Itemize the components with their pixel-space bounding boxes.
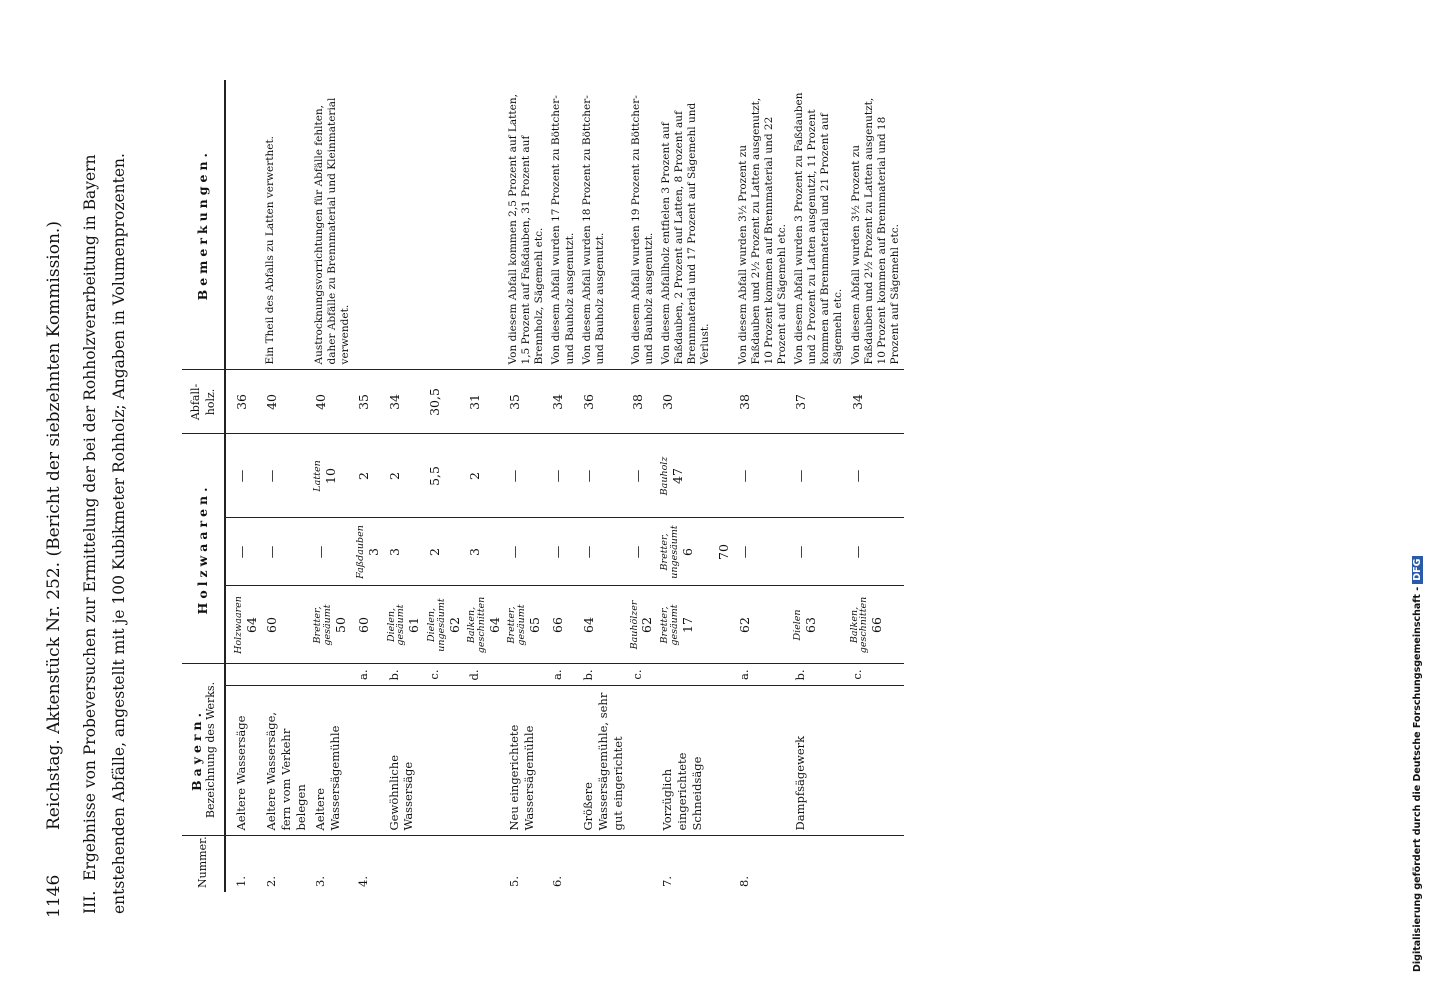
cell-holzwaaren-3 xyxy=(425,434,465,518)
cell-bemerkung: Austrocknungsvorrichtungen für Abfälle fehlten, daher Abfälle zu Brennmaterial und Kleinmaterial verwendet. xyxy=(311,80,354,370)
product-value: 64 xyxy=(580,617,596,633)
cell-abfallholz: 38 xyxy=(735,370,792,434)
cell-bemerkung xyxy=(385,80,425,370)
product-value: 5,5 xyxy=(426,466,442,486)
product-value: — xyxy=(736,469,752,483)
cell-sub-letter xyxy=(225,664,262,686)
product-label: Bauhölzer xyxy=(628,600,640,650)
cell-holzwaaren-1 xyxy=(735,586,792,664)
table-row xyxy=(225,80,262,892)
cell-abfallholz: 31 xyxy=(465,370,505,434)
cell-abfallholz: 30,5 xyxy=(425,370,465,434)
cell-abfallholz: 30 xyxy=(658,370,715,434)
waste-table xyxy=(182,80,904,892)
cell-bemerkung: Von diesem Abfall wurden 18 Prozent zu Böttcher- und Bauholz ausgenutzt. xyxy=(579,80,628,370)
cell-bemerkung xyxy=(354,80,384,370)
product-value: 62 xyxy=(446,617,462,633)
product-value: — xyxy=(736,545,752,559)
cell-row-number xyxy=(425,836,465,892)
cell-holzwaaren-1 xyxy=(311,586,354,664)
product-value: — xyxy=(264,545,280,559)
cell-row-number xyxy=(848,836,905,892)
product-value: 3 xyxy=(466,548,482,556)
cell-holzwaaren-1 xyxy=(225,586,262,664)
cell-werk-name: Gewöhnliche Wassersäge xyxy=(385,686,425,836)
product-value: — xyxy=(264,469,280,483)
cell-row-number: 7. xyxy=(659,876,674,887)
table-row xyxy=(465,80,505,892)
cell-abfallholz: 40 xyxy=(311,370,354,434)
cell-holzwaaren-1 xyxy=(628,586,658,664)
cell-werk-name xyxy=(628,686,658,836)
cell-holzwaaren-1 xyxy=(425,586,465,664)
cell-bemerkung xyxy=(225,80,262,370)
product-value: — xyxy=(312,545,328,559)
cell-holzwaaren-2 xyxy=(848,518,905,586)
cell-row-number: 2. xyxy=(264,876,279,887)
cell-werk-name: Aeltere Wassersäge xyxy=(225,686,262,836)
cell-holzwaaren-2 xyxy=(225,518,262,586)
cell-row-number xyxy=(714,836,734,892)
page-number: 1146 xyxy=(44,874,64,918)
cell-bemerkung: Von diesem Abfallholz entfielen 3 Prozent auf Faßdauben, 2 Prozent auf Latten, 8 Prozent auf Brennmaterial und 17 Prozent auf Sägemehl und Verlust. xyxy=(658,80,715,370)
product-label: Bauholz xyxy=(658,456,670,496)
product-value: 6 xyxy=(679,548,695,556)
product-value: 63 xyxy=(802,617,818,633)
cell-row-number xyxy=(628,836,658,892)
col-header-holzwaaren: Holzwaaren. xyxy=(182,434,225,664)
product-value: 62 xyxy=(736,617,752,633)
cell-row-number xyxy=(579,836,628,892)
cell-holzwaaren-2 xyxy=(735,518,792,586)
cell-row-number: 1. xyxy=(233,876,248,887)
cell-abfallholz: 40 xyxy=(262,370,311,434)
digitization-credit: Digitalisierung gefördert durch die Deutsche Forschungsgemeinschaft -DFG xyxy=(1412,556,1423,972)
cell-werk-name xyxy=(548,686,578,836)
cell-holzwaaren-1 xyxy=(505,586,548,664)
table-row xyxy=(354,80,384,892)
cell-holzwaaren-1 xyxy=(714,586,734,664)
cell-werk-name: Neu eingerichtete Wassersägemühle xyxy=(505,686,548,836)
cell-holzwaaren-1 xyxy=(548,586,578,664)
table-row xyxy=(425,80,465,892)
product-value: 65 xyxy=(527,617,542,633)
cell-holzwaaren-3 xyxy=(579,434,628,518)
cell-holzwaaren-1 xyxy=(791,586,848,664)
cell-werk-name xyxy=(425,686,465,836)
cell-holzwaaren-2 xyxy=(628,518,658,586)
cell-bemerkung: Von diesem Abfall wurden 3½ Prozent zu Faßdauben und 2½ Prozent zu Latten ausgenutzt, 10 Prozent kommen auf Brennmaterial und 22 Prozent auf Sägemehl etc. xyxy=(735,80,792,370)
product-label: Balken, geschnitten xyxy=(848,596,870,654)
cell-abfallholz: 36 xyxy=(225,370,262,434)
section-title-text: Ergebnisse von Probeversuchen zur Ermittelung der bei der Rohholzverarbeitung in Bayern entstehenden Abfälle, angestellt mit je 100 Kubikmeter Rohholz; Angaben in Volumenprozenten. xyxy=(81,153,128,914)
product-value: 50 xyxy=(332,617,348,633)
col-header-nummer: Nummer. xyxy=(182,836,225,892)
product-value: 3 xyxy=(366,548,382,556)
table-row xyxy=(311,80,354,892)
product-value: 64 xyxy=(486,617,502,633)
table-row xyxy=(658,80,715,892)
product-value: — xyxy=(793,545,808,559)
section-title xyxy=(76,84,134,914)
col-header-bemerkungen: Bemerkungen. xyxy=(182,80,225,370)
cell-bemerkung: Ein Theil des Abfalls zu Latten verwerthet. xyxy=(262,80,311,370)
product-value: 60 xyxy=(264,617,280,633)
cell-abfallholz: 38 xyxy=(628,370,658,434)
cell-holzwaaren-3 xyxy=(548,434,578,518)
product-value: 17 xyxy=(679,617,695,633)
product-value: 70 xyxy=(716,544,732,560)
cell-holzwaaren-1 xyxy=(465,586,505,664)
cell-holzwaaren-3 xyxy=(505,434,548,518)
cell-werk-name: Vorzüglich eingerichtete Schneidsäge xyxy=(658,686,715,836)
table-row xyxy=(791,80,848,892)
product-value: 2 xyxy=(386,472,402,480)
cell-abfallholz: 36 xyxy=(579,370,628,434)
cell-abfallholz: 35 xyxy=(354,370,384,434)
cell-werk-name xyxy=(465,686,505,836)
cell-holzwaaren-3 xyxy=(714,434,734,518)
product-label: Faßdauben xyxy=(355,525,367,579)
product-value: 61 xyxy=(406,617,422,633)
cell-werk-name xyxy=(714,686,734,836)
cell-holzwaaren-3 xyxy=(628,434,658,518)
product-value: 64 xyxy=(243,617,259,633)
product-value: — xyxy=(849,469,865,483)
table-row xyxy=(385,80,425,892)
col-header-bayern: Bayern. xyxy=(188,709,204,791)
product-value: 2 xyxy=(356,472,372,480)
cell-bemerkung: Von diesem Abfall wurden 17 Prozent zu Böttcher- und Bauholz ausgenutzt. xyxy=(548,80,578,370)
section-numeral: III. xyxy=(81,890,99,914)
cell-sub-letter xyxy=(311,664,354,686)
cell-sub-letter xyxy=(658,664,715,686)
cell-holzwaaren-2 xyxy=(262,518,311,586)
product-value: — xyxy=(849,545,865,559)
table-row xyxy=(548,80,578,892)
product-value: 2 xyxy=(466,472,482,480)
cell-sub-letter: b. xyxy=(791,664,848,686)
cell-werk-name xyxy=(354,686,384,836)
cell-sub-letter xyxy=(505,664,548,686)
cell-holzwaaren-2 xyxy=(311,518,354,586)
cell-sub-letter xyxy=(262,664,311,686)
cell-holzwaaren-3 xyxy=(225,434,262,518)
dfg-logo-icon: DFG xyxy=(1412,556,1423,584)
cell-sub-letter: c. xyxy=(425,664,465,686)
cell-row-number: 5. xyxy=(507,876,522,887)
cell-holzwaaren-2 xyxy=(714,518,734,586)
product-value: — xyxy=(629,469,645,483)
cell-holzwaaren-2 xyxy=(425,518,465,586)
product-value: 47 xyxy=(669,468,685,484)
cell-holzwaaren-1 xyxy=(262,586,311,664)
cell-abfallholz xyxy=(714,370,734,434)
product-value: — xyxy=(507,545,523,559)
product-value: 66 xyxy=(869,617,885,633)
table-row xyxy=(505,80,548,892)
cell-abfallholz: 34 xyxy=(848,370,905,434)
cell-holzwaaren-1 xyxy=(354,586,384,664)
product-value: — xyxy=(793,469,808,483)
product-label: Holzwaaren xyxy=(232,596,244,654)
cell-holzwaaren-3 xyxy=(465,434,505,518)
cell-bemerkung xyxy=(425,80,465,370)
cell-row-number: 8. xyxy=(736,876,751,887)
cell-holzwaaren-1 xyxy=(848,586,905,664)
product-value: — xyxy=(550,469,566,483)
product-value: — xyxy=(550,545,566,559)
cell-row-number: 6. xyxy=(550,876,565,887)
table-row xyxy=(714,80,734,892)
cell-abfallholz: 34 xyxy=(385,370,425,434)
cell-holzwaaren-2 xyxy=(658,518,715,586)
cell-bemerkung: Von diesem Abfall wurden 3½ Prozent zu Faßdauben und 2½ Prozent zu Latten ausgenutzt, 10 Prozent kommen auf Brennmaterial und 18 Prozent auf Sägemehl etc. xyxy=(848,80,905,370)
cell-werk-name: Dampfsägewerk xyxy=(791,686,848,836)
product-value: — xyxy=(507,469,523,483)
cell-sub-letter: b. xyxy=(579,664,628,686)
product-label: Balken, geschnitten xyxy=(465,596,487,654)
cell-bemerkung xyxy=(714,80,734,370)
cell-holzwaaren-2 xyxy=(791,518,848,586)
cell-sub-letter: a. xyxy=(548,664,578,686)
product-value: — xyxy=(580,469,596,483)
product-label: Latten xyxy=(311,460,323,492)
table-row xyxy=(262,80,311,892)
product-value: — xyxy=(629,545,645,559)
cell-holzwaaren-3 xyxy=(735,434,792,518)
cell-row-number xyxy=(465,836,505,892)
product-value: — xyxy=(580,545,596,559)
product-label: Bretter, ungesäumt xyxy=(658,525,680,579)
table-row xyxy=(848,80,905,892)
product-label: Bretter, gesäumt xyxy=(506,604,528,646)
cell-abfallholz: 37 xyxy=(791,370,848,434)
cell-bemerkung: Von diesem Abfall wurden 19 Prozent zu Böttcher- und Bauholz ausgenutzt. xyxy=(628,80,658,370)
cell-sub-letter xyxy=(714,664,734,686)
cell-holzwaaren-3 xyxy=(311,434,354,518)
table-row xyxy=(735,80,792,892)
product-value: 3 xyxy=(386,548,402,556)
cell-sub-letter: d. xyxy=(465,664,505,686)
cell-holzwaaren-3 xyxy=(385,434,425,518)
product-label: Bretter, gesäumt xyxy=(658,604,680,646)
cell-werk-name: Aeltere Wassersägemühle xyxy=(311,686,354,836)
col-header-abfall: Abfall-holz. xyxy=(182,370,225,434)
table-row xyxy=(628,80,658,892)
product-label: Dielen xyxy=(792,609,803,641)
col-header-bezeichnung: Bezeichnung des Werks. xyxy=(204,681,218,819)
cell-holzwaaren-2 xyxy=(548,518,578,586)
product-value: 10 xyxy=(322,468,338,484)
product-label: Dielen, gesäumt xyxy=(385,604,407,646)
cell-werk-name: Aeltere Wassersäge, fern vom Verkehr belegen xyxy=(262,686,311,836)
cell-row-number xyxy=(791,836,848,892)
cell-werk-name xyxy=(848,686,905,836)
cell-holzwaaren-3 xyxy=(262,434,311,518)
col-header-werk xyxy=(182,664,225,836)
cell-row-number xyxy=(385,836,425,892)
cell-sub-letter: c. xyxy=(628,664,658,686)
cell-holzwaaren-1 xyxy=(658,586,715,664)
cell-holzwaaren-3 xyxy=(658,434,715,518)
product-label: Bretter, gesäumt xyxy=(311,604,333,646)
cell-abfallholz: 35 xyxy=(505,370,548,434)
cell-holzwaaren-3 xyxy=(791,434,848,518)
cell-bemerkung: Von diesem Abfall wurden 3 Prozent zu Faßdauben und 2 Prozent zu Latten ausgenutzt, 11 Prozent kommen auf Brennmaterial und 21 Prozent auf Sägemehl etc. xyxy=(791,80,848,370)
cell-werk-name: Größere Wassersägemühle, sehr gut eingerichtet xyxy=(579,686,628,836)
cell-holzwaaren-2 xyxy=(505,518,548,586)
product-value: 60 xyxy=(356,617,372,633)
cell-holzwaaren-2 xyxy=(385,518,425,586)
product-value: 2 xyxy=(426,548,442,556)
cell-bemerkung xyxy=(465,80,505,370)
cell-holzwaaren-2 xyxy=(579,518,628,586)
cell-holzwaaren-2 xyxy=(354,518,384,586)
cell-row-number: 4. xyxy=(356,876,371,887)
cell-sub-letter: b. xyxy=(385,664,425,686)
table-row xyxy=(579,80,628,892)
cell-holzwaaren-2 xyxy=(465,518,505,586)
cell-bemerkung: Von diesem Abfall kommen 2,5 Prozent auf Latten, 1,5 Prozent auf Faßdauben, 31 Prozent auf Brennholz, Sägemehl etc. xyxy=(505,80,548,370)
cell-holzwaaren-1 xyxy=(579,586,628,664)
cell-abfallholz: 34 xyxy=(548,370,578,434)
running-head: Reichstag. Aktenstück Nr. 252. (Bericht der siebzehnten Kommission.) xyxy=(44,221,64,830)
cell-holzwaaren-1 xyxy=(385,586,425,664)
cell-sub-letter: a. xyxy=(354,664,384,686)
product-value: — xyxy=(233,545,249,559)
cell-row-number: 3. xyxy=(312,876,327,887)
cell-holzwaaren-3 xyxy=(354,434,384,518)
cell-werk-name xyxy=(735,686,792,836)
cell-sub-letter: a. xyxy=(735,664,792,686)
cell-holzwaaren-3 xyxy=(848,434,905,518)
product-value: — xyxy=(233,469,249,483)
cell-sub-letter: c. xyxy=(848,664,905,686)
product-value: 66 xyxy=(550,617,566,633)
product-value: 62 xyxy=(639,617,655,633)
product-label: Dielen, ungesäumt xyxy=(425,598,447,652)
